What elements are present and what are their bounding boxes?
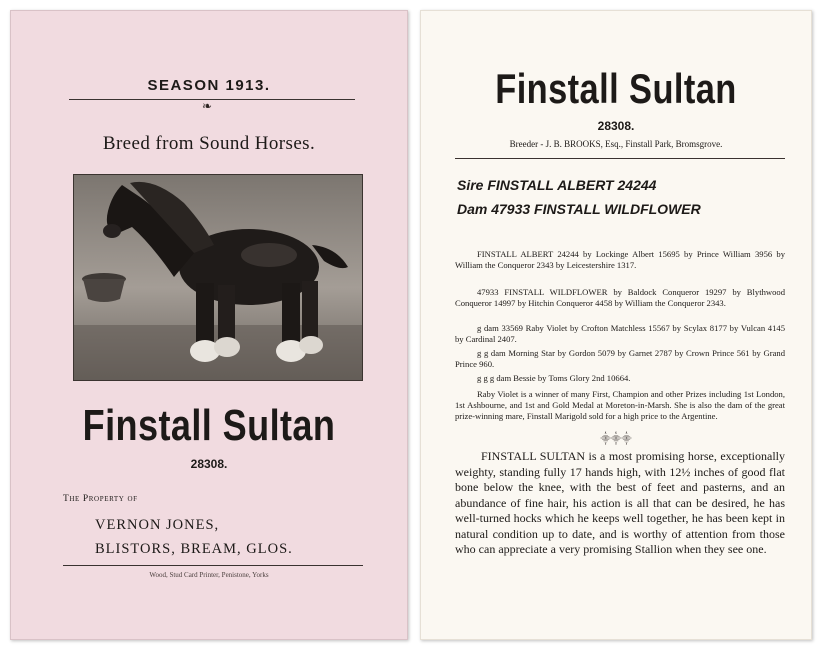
printer-credit: Wood, Stud Card Printer, Penistone, Yorks [149, 571, 269, 579]
shire-horse-illustration [74, 175, 362, 380]
section-divider: ⸎⸎⸎ [600, 434, 632, 445]
property-label: The Property of [63, 494, 138, 504]
horse-description: FINSTALL SULTAN is a most promising horse, exceptionally weighty, standing fully 17 hands high, with 12½ inches of good flat bone below the knee, with the best of feet and pasterns, and an abundance of fine hair, his action is all that can be desired, he has well-turned hocks which he keeps well together, he has been kept in natural condition up to date, and is worthy of attention from those who can appreciate a very promising Stallion when they see one. [455, 449, 785, 556]
breeder-line: Breeder - J. B. BROOKS, Esq., Finstall Park, Bromsgrove. [509, 139, 723, 149]
pedigree-paragraph: Raby Violet is a winner of many First, Champion and other Prizes including 1st London, 1st Ashbourne, and 1st and Gold Medal at Moreton-in-Marsh. She is also the dam of the great prize-winning mare, Finstall Marigold sold for a high price to the Argentine. [455, 389, 785, 421]
stud-card-inner-page [420, 10, 812, 640]
horse-name-title: Finstall Sultan [82, 401, 336, 450]
owner-address: BLISTORS, BREAM, GLOS. [95, 541, 293, 557]
pedigree-paragraph: g g g dam Bessie by Toms Glory 2nd 10664. [477, 373, 631, 383]
pedigree-paragraph: 47933 FINSTALL WILDFLOWER by Baldock Conqueror 19297 by Blythwood Conqueror 14997 by Hitchin Conqueror 4458 by William the Conqueror 2343. [455, 287, 785, 308]
registration-number: 28308. [190, 457, 228, 471]
pedigree-paragraph: g g dam Morning Star by Gordon 5079 by Garnet 2787 by Crown Prince 561 by Grand Prince 960. [455, 348, 785, 369]
season-heading: SEASON 1913. [147, 77, 271, 94]
pedigree-paragraph: g dam 33569 Raby Violet by Crofton Matchless 15567 by Scylax 8177 by Vulcan 4145 by Cardinal 2407. [455, 323, 785, 344]
slogan: Breed from Sound Horses. [102, 133, 316, 154]
fleuron-ornament: ❧ [202, 99, 213, 113]
owner-name: VERNON JONES, [95, 517, 220, 533]
horse-name-heading: Finstall Sultan [495, 65, 737, 112]
horse-photograph [73, 174, 363, 381]
stud-card-front-cover [10, 10, 408, 640]
breeder-rule [455, 158, 785, 159]
footer-rule [63, 565, 363, 566]
dam-heading: Dam 47933 FINSTALL WILDFLOWER [457, 201, 701, 217]
sire-heading: Sire FINSTALL ALBERT 24244 [457, 177, 657, 193]
pedigree-paragraph: FINSTALL ALBERT 24244 by Lockinge Albert 15695 by Prince William 3956 by William the Conqueror 2343 by Leicestershire 1317. [455, 249, 785, 270]
registration-number: 28308. [597, 119, 635, 133]
